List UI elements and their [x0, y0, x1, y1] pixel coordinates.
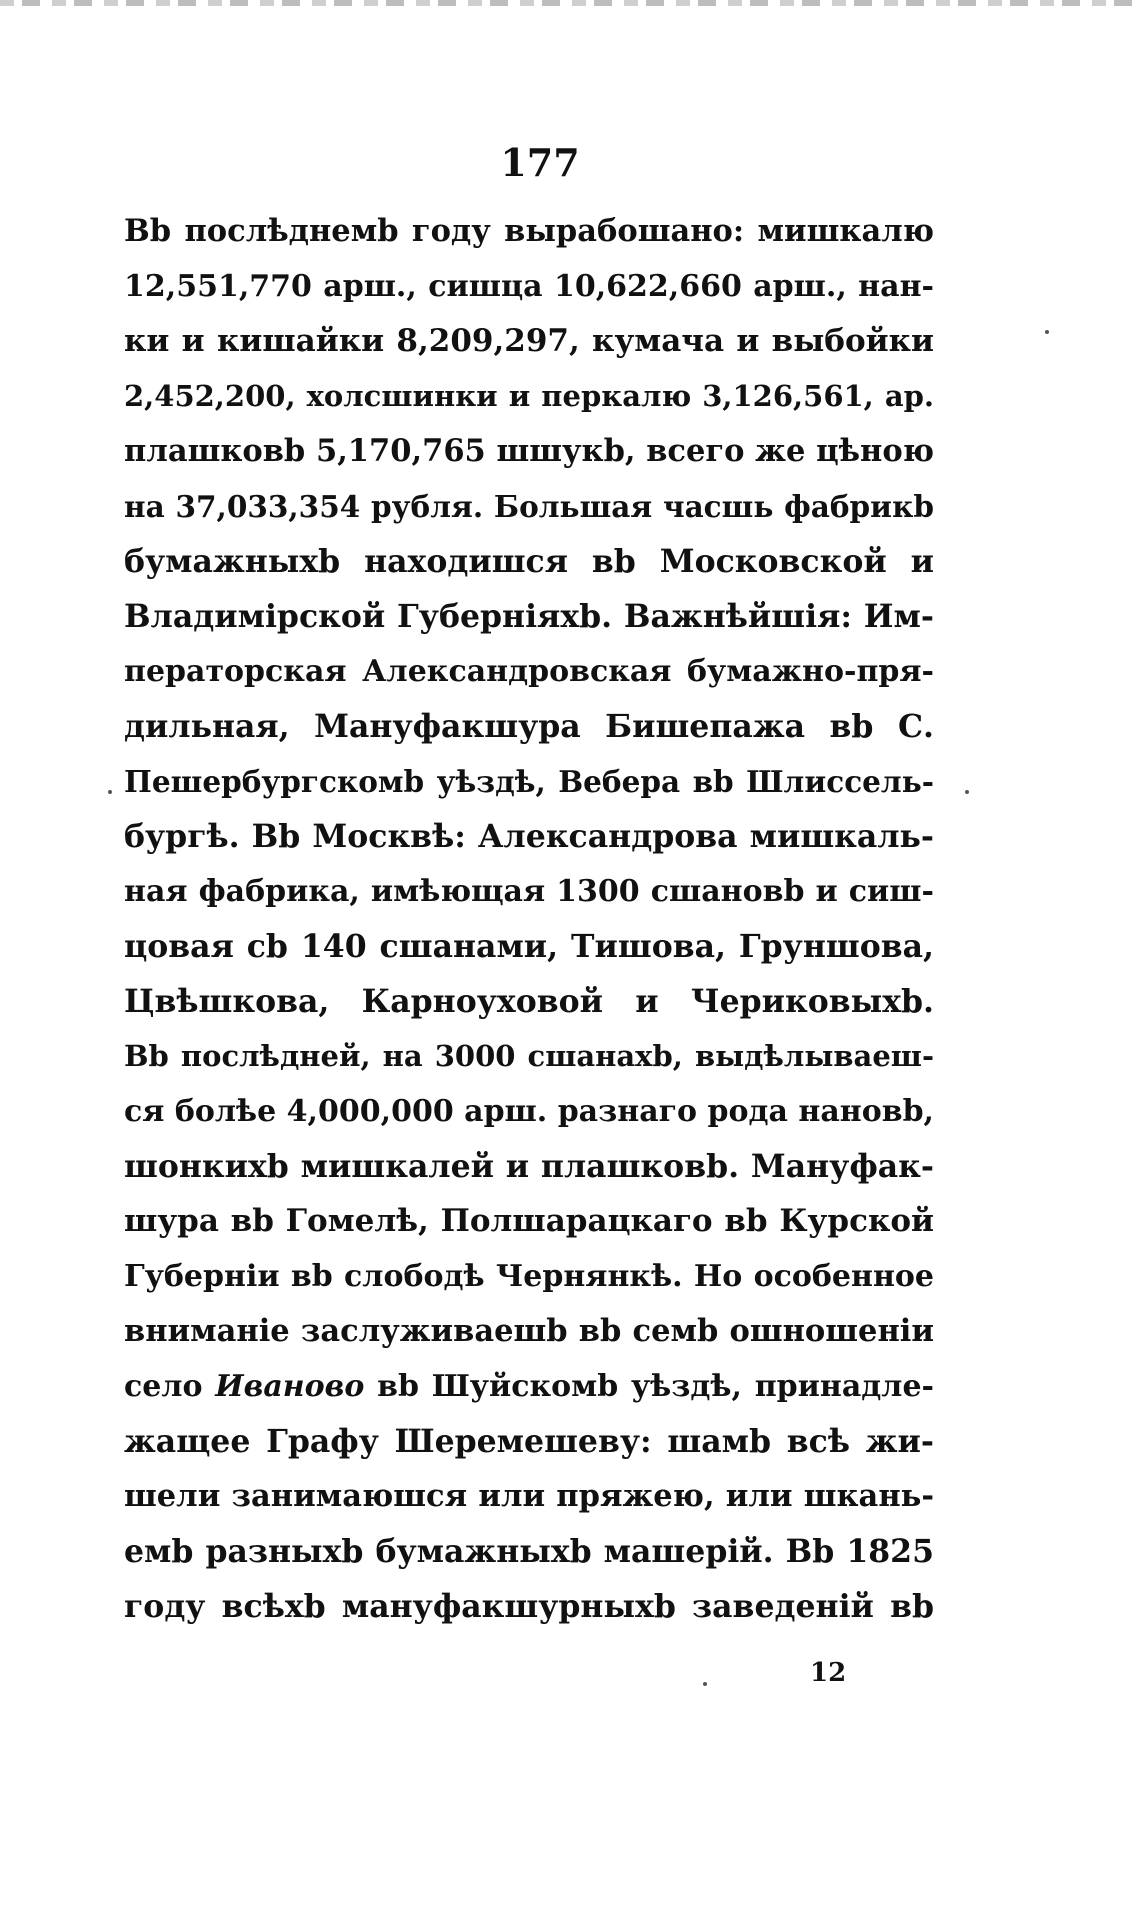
text-line-22: [124, 1359, 934, 1414]
text-line-16: Вb послѣдней, на 3000 сшанахb, выдѣлываеш-: [124, 1039, 934, 1073]
text-line-6: на 37,033,354 рубля. Большая часшь фабрикb: [124, 489, 934, 524]
text-line-21: вниманіе заслуживаешb вb семb ошношеніи: [124, 1313, 934, 1349]
print-speck: [1045, 330, 1049, 334]
signature-mark: 12: [810, 1658, 847, 1688]
text-line-14: цовая сb 140 сшанами, Тишова, Груншова,: [124, 928, 934, 965]
text-line-2: 12,551,770 арш., сишца 10,622,660 арш., нан-: [124, 269, 934, 304]
text-line-5: плашковb 5,170,765 шшукb, всего же цѣною: [124, 433, 934, 469]
text-line-17: ся болѣе 4,000,000 арш. разнаго рода нановb,: [124, 1094, 934, 1129]
text-line-1: Вb послѣднемb году вырабошано: мишкалю: [124, 213, 934, 249]
text-line-19: шура вb Гомелѣ, Полшарацкаго вb Курской: [124, 1203, 934, 1239]
text-line-25: емb разныхb бумажныхb машерій. Вb 1825: [124, 1533, 934, 1570]
text-line-10: дильная, Мануфакшура Бишепажа вb С.: [124, 708, 934, 745]
text-line-4: 2,452,200, холсшинки и перкалю 3,126,561, ар.: [124, 379, 934, 413]
text-line-23: жащее Графу Шеремешеву: шамb всѣ жи-: [124, 1423, 934, 1460]
text-line-9: ператорская Александровская бумажно-пря-: [124, 654, 934, 689]
page-number: 177: [500, 140, 580, 185]
text-line-22-start: село: [124, 1369, 216, 1404]
text-line-22-end: вb Шуйскомb уѣздѣ, принадле-: [364, 1369, 934, 1404]
text-line-11: Пешербургскомb уѣздѣ, Вебера вb Шлиссель-: [124, 764, 934, 799]
print-speck: [703, 1682, 707, 1686]
text-line-20: Губерніи вb слободѣ Чернянкѣ. Но особенное: [124, 1259, 934, 1294]
text-line-24: шели занимаюшся или пряжею, или шкань-: [124, 1478, 934, 1514]
page-top-edge: [0, 0, 1140, 6]
italic-place-name: Иваново: [215, 1369, 365, 1404]
text-line-18: шонкихb мишкалей и плашковb. Мануфак-: [124, 1148, 934, 1185]
text-line-7: бумажныхb находишся вb Московской и: [124, 543, 934, 580]
print-speck: [965, 790, 969, 794]
text-line-13: ная фабрика, имѣющая 1300 сшановb и сиш-: [124, 874, 934, 909]
body-text: [124, 204, 934, 1634]
text-line-8: Владимірской Губерніяхb. Важнѣйшія: Им-: [124, 598, 934, 635]
text-line-3: ки и кишайки 8,209,297, кумача и выбойки: [124, 323, 934, 359]
text-line-26: году всѣхb мануфакшурныхb заведеній вb: [124, 1588, 934, 1625]
print-speck: [108, 790, 112, 794]
text-line-15: Цвѣшкова, Карноуховой и Чериковыхb.: [124, 983, 934, 1020]
text-line-12: бургѣ. Вb Москвѣ: Александрова мишкаль-: [124, 818, 934, 855]
